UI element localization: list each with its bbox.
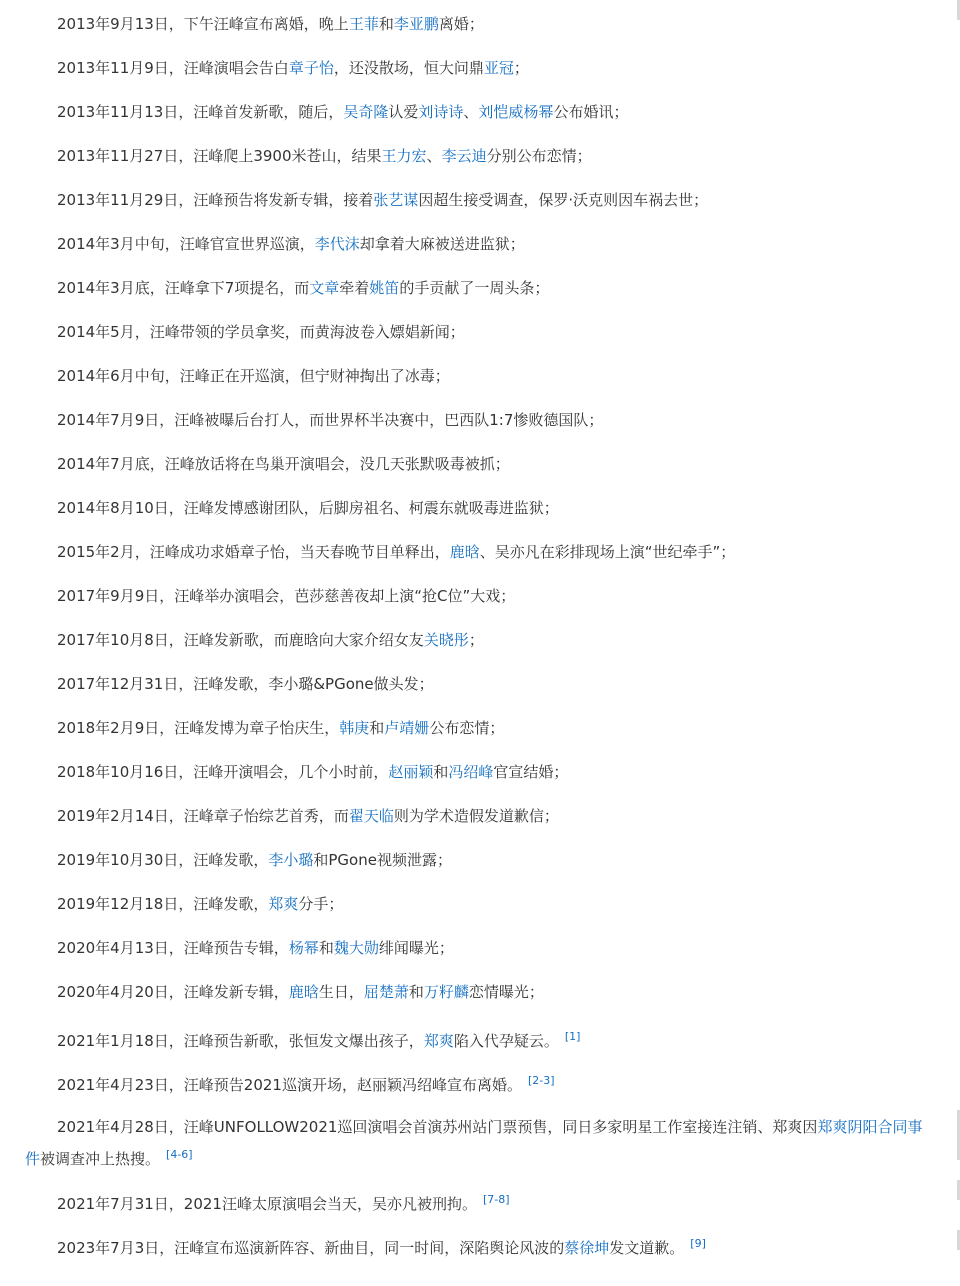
- paragraph-text: 公布恋情；: [429, 719, 505, 737]
- person-link[interactable]: 王力宏: [381, 147, 427, 165]
- event-paragraph: [25, 539, 925, 566]
- event-paragraph: [25, 979, 925, 1006]
- paragraph-text: 2014年7月9日，汪峰被曝后台打人，而世界杯半决赛中，巴西队1:7惨败德国队；: [57, 411, 604, 429]
- person-link[interactable]: 万籽麟: [423, 983, 469, 1001]
- paragraph-text: 2019年2月14日，汪峰章子怡综艺首秀，而: [57, 807, 349, 825]
- event-paragraph: [25, 1186, 925, 1218]
- paragraph-text: 认爱: [388, 103, 419, 121]
- person-link[interactable]: 章子怡: [288, 59, 334, 77]
- event-paragraph: [25, 1023, 925, 1055]
- person-link[interactable]: 王菲: [348, 15, 379, 33]
- event-paragraph: [25, 99, 925, 126]
- paragraph-text: 2021年4月23日，汪峰预告2021巡演开场，赵丽颖冯绍峰宣布离婚。: [57, 1076, 522, 1094]
- event-paragraph: [25, 715, 925, 742]
- person-link[interactable]: 鹿晗: [449, 543, 480, 561]
- event-paragraph: [25, 671, 925, 698]
- paragraph-text: ，还没散场，恒大问鼎: [333, 59, 484, 77]
- person-link[interactable]: 李小璐: [268, 851, 314, 869]
- event-paragraph: [25, 55, 925, 82]
- person-link[interactable]: 李云迪: [441, 147, 487, 165]
- event-paragraph: [25, 275, 925, 302]
- event-paragraph: [25, 11, 925, 38]
- paragraph-text: 生日，: [318, 983, 364, 1001]
- person-link[interactable]: 姚笛: [369, 279, 400, 297]
- paragraph-text: 、: [426, 147, 442, 165]
- person-link[interactable]: 鹿晗: [288, 983, 319, 1001]
- paragraph-text: 2019年12月18日，汪峰发歌，: [57, 895, 269, 913]
- paragraph-text: 2014年7月底，汪峰放话将在鸟巢开演唱会，没几天张默吸毒被抓；: [57, 455, 510, 473]
- paragraph-text: 因超生接受调查，保罗·沃克则因车祸去世；: [418, 191, 709, 209]
- person-link[interactable]: 杨幂: [523, 103, 554, 121]
- person-link[interactable]: 文章: [309, 279, 340, 297]
- paragraph-text: 2014年8月10日，汪峰发博感谢团队，后脚房祖名、柯震东就吸毒进监狱；: [57, 499, 559, 517]
- paragraph-text: 绯闻曝光；: [378, 939, 454, 957]
- person-link[interactable]: 卢靖姗: [384, 719, 430, 737]
- paragraph-text: 2013年11月13日，汪峰首发新歌，随后，: [57, 103, 344, 121]
- event-paragraph: [25, 847, 925, 874]
- paragraph-text: 离婚；: [438, 15, 484, 33]
- event-paragraph: [25, 583, 925, 610]
- paragraph-text: 2014年6月中旬，汪峰正在开巡演，但宁财神掏出了冰毒；: [57, 367, 450, 385]
- paragraph-text: 牵着: [339, 279, 370, 297]
- event-paragraph: [25, 1230, 925, 1262]
- paragraph-text: 被调查冲上热搜。: [40, 1150, 161, 1168]
- paragraph-text: 、: [463, 103, 479, 121]
- paragraph-text: 2013年9月13日，下午汪峰宣布离婚，晚上: [57, 15, 349, 33]
- paragraph-text: 2017年10月8日，汪峰发新歌，而鹿晗向大家介绍女友: [57, 631, 424, 649]
- citation-link[interactable]: [7-8]: [482, 1193, 510, 1206]
- event-paragraph: [25, 319, 925, 346]
- paragraph-text: 2018年2月9日，汪峰发博为章子怡庆生，: [57, 719, 340, 737]
- event-paragraph: [25, 1114, 925, 1173]
- person-link[interactable]: 亚冠: [483, 59, 514, 77]
- event-paragraph: [25, 935, 925, 962]
- person-link[interactable]: 郑爽: [423, 1032, 454, 1050]
- person-link[interactable]: 冯绍峰: [448, 763, 494, 781]
- paragraph-text: 的手贡献了一周头条；: [399, 279, 550, 297]
- event-paragraph: [25, 627, 925, 654]
- event-paragraph: [25, 451, 925, 478]
- person-link[interactable]: 屈楚萧: [363, 983, 409, 1001]
- paragraph-text: 和: [369, 719, 385, 737]
- person-link[interactable]: 郑爽阴阳合同事件: [25, 1118, 923, 1168]
- event-paragraph: [25, 891, 925, 918]
- paragraph-text: 2014年3月中旬，汪峰官宣世界巡演，: [57, 235, 315, 253]
- person-link[interactable]: 刘恺威: [478, 103, 524, 121]
- person-link[interactable]: 赵丽颖: [388, 763, 434, 781]
- event-paragraph: [25, 495, 925, 522]
- paragraph-text: 2014年5月，汪峰带领的学员拿奖，而黄海波卷入嫖娼新闻；: [57, 323, 465, 341]
- event-paragraph: [25, 407, 925, 434]
- person-link[interactable]: 关晓彤: [423, 631, 469, 649]
- paragraph-text: 却拿着大麻被送进监狱；: [359, 235, 525, 253]
- paragraph-text: 恋情曝光；: [468, 983, 544, 1001]
- paragraph-text: 和: [433, 763, 449, 781]
- event-paragraph: [25, 231, 925, 258]
- person-link[interactable]: 蔡徐坤: [564, 1239, 610, 1257]
- paragraph-text: 和: [318, 939, 334, 957]
- person-link[interactable]: 杨幂: [288, 939, 319, 957]
- paragraph-text: 2013年11月9日，汪峰演唱会告白: [57, 59, 289, 77]
- event-paragraph: [25, 187, 925, 214]
- person-link[interactable]: 李代沫: [314, 235, 360, 253]
- paragraph-text: 2019年10月30日，汪峰发歌，: [57, 851, 269, 869]
- paragraph-text: 分别公布恋情；: [486, 147, 592, 165]
- paragraph-text: 2021年1月18日，汪峰预告新歌，张恒发文爆出孩子，: [57, 1032, 424, 1050]
- paragraph-text: 2014年3月底，汪峰拿下7项提名，而: [57, 279, 310, 297]
- paragraph-text: 2017年12月31日，汪峰发歌，李小璐&PGone做头发；: [57, 675, 434, 693]
- person-link[interactable]: 刘诗诗: [418, 103, 464, 121]
- citation-link[interactable]: [2-3]: [527, 1074, 555, 1087]
- person-link[interactable]: 吴奇隆: [343, 103, 389, 121]
- paragraph-text: 和PGone视频泄露；: [313, 851, 452, 869]
- person-link[interactable]: 张艺谋: [373, 191, 419, 209]
- paragraph-text: 2015年2月，汪峰成功求婚章子怡，当天春晚节目单释出，: [57, 543, 450, 561]
- paragraph-text: 2021年4月28日，汪峰UNFOLLOW2021巡回演唱会首演苏州站门票预售，同日多家明星工作室接连注销、郑爽因: [57, 1118, 818, 1136]
- paragraph-text: 2023年7月3日，汪峰宣布巡演新阵容、新曲目，同一时间，深陷舆论风波的: [57, 1239, 565, 1257]
- event-paragraph: [25, 1067, 925, 1099]
- paragraph-text: ；: [468, 631, 484, 649]
- person-link[interactable]: 魏大勋: [333, 939, 379, 957]
- paragraph-text: 公布婚讯；: [553, 103, 629, 121]
- paragraph-text: 2017年9月9日，汪峰举办演唱会，芭莎慈善夜却上演“抢C位”大戏；: [57, 587, 516, 605]
- paragraph-text: 陷入代孕疑云。: [453, 1032, 559, 1050]
- paragraph-text: 则为学术造假发道歉信；: [393, 807, 559, 825]
- person-link[interactable]: 翟天临: [348, 807, 394, 825]
- event-paragraph: [25, 143, 925, 170]
- event-paragraph: [25, 759, 925, 786]
- paragraph-text: 和: [378, 15, 394, 33]
- paragraph-text: 2020年4月20日，汪峰发新专辑，: [57, 983, 289, 1001]
- paragraph-text: ；: [513, 59, 529, 77]
- paragraph-text: 2013年11月27日，汪峰爬上3900米苍山，结果: [57, 147, 382, 165]
- paragraph-text: 发文道歉。: [609, 1239, 685, 1257]
- person-link[interactable]: 韩庚: [339, 719, 370, 737]
- paragraph-text: 和: [408, 983, 424, 1001]
- paragraph-text: 官宣结婚；: [493, 763, 569, 781]
- paragraph-text: 2013年11月29日，汪峰预告将发新专辑，接着: [57, 191, 374, 209]
- citation-link[interactable]: [9]: [690, 1237, 706, 1250]
- paragraph-text: 2018年10月16日，汪峰开演唱会，几个小时前，: [57, 763, 389, 781]
- paragraph-text: 2020年4月13日，汪峰预告专辑，: [57, 939, 289, 957]
- citation-link[interactable]: [4-6]: [166, 1148, 193, 1161]
- paragraph-text: 分手；: [298, 895, 344, 913]
- citation-link[interactable]: [1]: [564, 1030, 581, 1043]
- person-link[interactable]: 郑爽: [268, 895, 299, 913]
- paragraph-text: 、吴亦凡在彩排现场上演“世纪牵手”；: [479, 543, 736, 561]
- person-link[interactable]: 李亚鹏: [393, 15, 439, 33]
- event-paragraph: [25, 363, 925, 390]
- paragraph-text: 2021年7月31日，2021汪峰太原演唱会当天，吴亦凡被刑拘。: [57, 1195, 477, 1213]
- event-paragraph: [25, 803, 925, 830]
